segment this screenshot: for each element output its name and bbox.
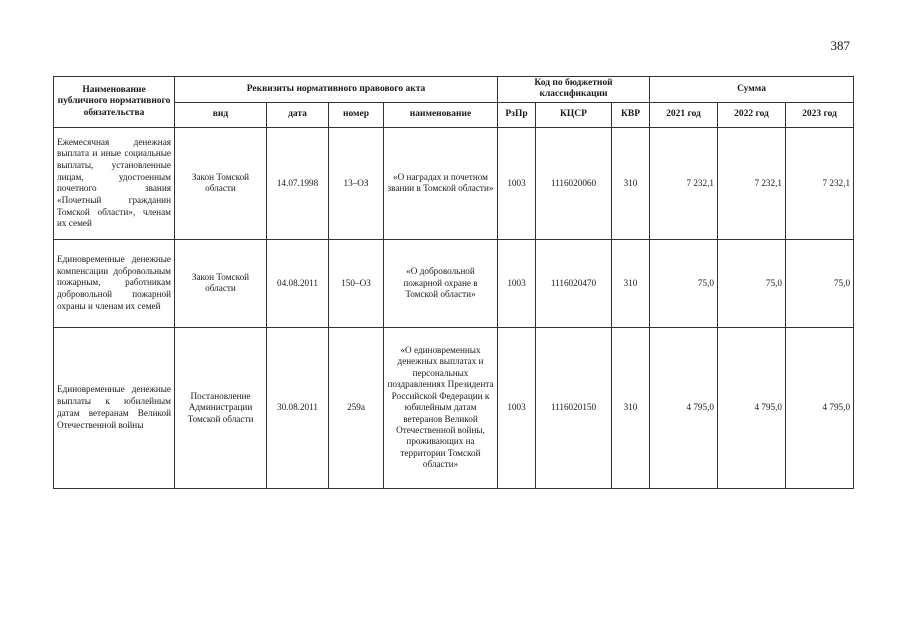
header-sum-group: Сумма [650, 77, 854, 103]
header-obligation: Наименование публичного нормативного обязательства [54, 77, 175, 128]
cell-2023: 7 232,1 [786, 127, 854, 239]
cell-obligation: Единовременные денежные компенсации добровольным пожарным, работникам добровольной пожарной охраны и членам их семей [54, 239, 175, 327]
cell-naimenovanie: «О добровольной пожарной охране в Томской области» [384, 239, 498, 327]
header-nomer: номер [329, 102, 384, 127]
cell-data: 04.08.2011 [267, 239, 329, 327]
cell-2022: 7 232,1 [718, 127, 786, 239]
cell-kcsr: 1116020470 [536, 239, 612, 327]
cell-2021: 7 232,1 [650, 127, 718, 239]
table-row [54, 127, 854, 239]
header-2023: 2023 год [786, 102, 854, 127]
header-kvr: КВР [612, 102, 650, 127]
cell-2023: 4 795,0 [786, 327, 854, 488]
cell-data: 14.07.1998 [267, 127, 329, 239]
cell-2023: 75,0 [786, 239, 854, 327]
cell-kvr: 310 [612, 239, 650, 327]
cell-kcsr: 1116020060 [536, 127, 612, 239]
cell-naimenovanie: «О наградах и почетном звании в Томской области» [384, 127, 498, 239]
cell-vid: Закон Томской области [175, 239, 267, 327]
cell-naimenovanie: «О единовременных денежных выплатах и персональных поздравлениях Президента Российской Федерации к юбилейным датам ветеранов Великой Отечественной войны, проживающих на территории Томской области» [384, 327, 498, 488]
cell-2022: 75,0 [718, 239, 786, 327]
cell-2021: 4 795,0 [650, 327, 718, 488]
cell-kvr: 310 [612, 127, 650, 239]
header-vid: вид [175, 102, 267, 127]
cell-data: 30.08.2011 [267, 327, 329, 488]
header-naimenovanie: наименование [384, 102, 498, 127]
cell-rzpr: 1003 [498, 239, 536, 327]
table-row [54, 327, 854, 488]
cell-rzpr: 1003 [498, 127, 536, 239]
header-2022: 2022 год [718, 102, 786, 127]
header-act-group: Реквизиты нормативного правового акта [175, 77, 498, 103]
cell-kcsr: 1116020150 [536, 327, 612, 488]
cell-2021: 75,0 [650, 239, 718, 327]
table-row [54, 239, 854, 327]
cell-obligation: Ежемесячная денежная выплата и иные социальные выплаты, установленные лицам, удостоенным почетного звания «Почетный гражданин Томской области», членам их семей [54, 127, 175, 239]
header-2021: 2021 год [650, 102, 718, 127]
header-row-top [54, 77, 854, 103]
page-number: 387 [830, 38, 850, 53]
cell-nomer: 150–ОЗ [329, 239, 384, 327]
header-kcsr: КЦСР [536, 102, 612, 127]
cell-rzpr: 1003 [498, 327, 536, 488]
cell-vid: Закон Томской области [175, 127, 267, 239]
cell-kvr: 310 [612, 327, 650, 488]
budget-obligations-table [53, 76, 854, 489]
cell-vid: Постановление Администрации Томской области [175, 327, 267, 488]
header-rzpr: РзПр [498, 102, 536, 127]
cell-nomer: 13–ОЗ [329, 127, 384, 239]
header-data: дата [267, 102, 329, 127]
cell-2022: 4 795,0 [718, 327, 786, 488]
cell-obligation: Единовременные денежные выплаты к юбилейным датам ветеранам Великой Отечественной войны [54, 327, 175, 488]
cell-nomer: 259а [329, 327, 384, 488]
header-code-group: Код по бюджетной классификации [498, 77, 650, 103]
